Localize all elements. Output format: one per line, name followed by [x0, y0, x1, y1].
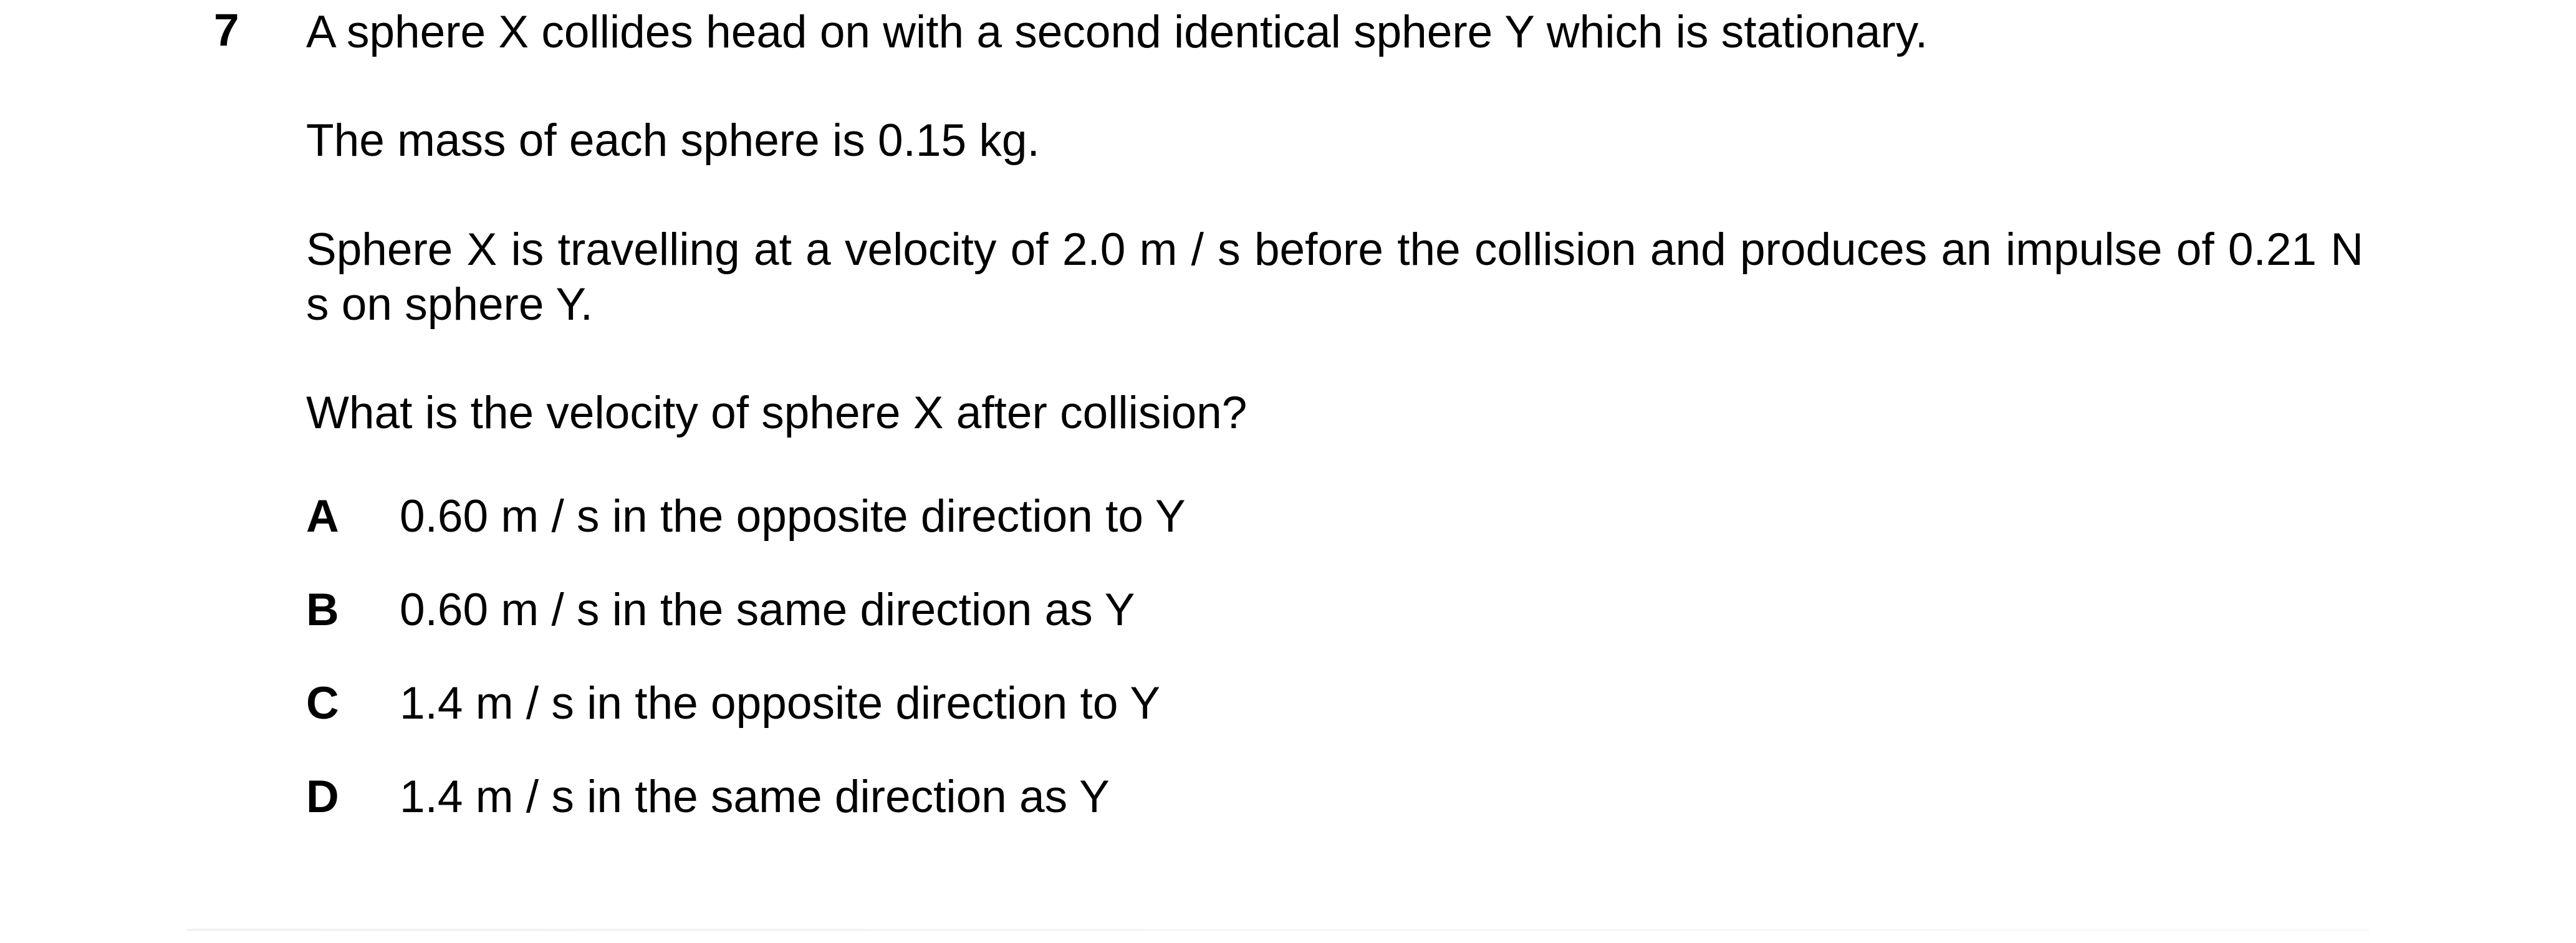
- option-b[interactable]: [306, 587, 1135, 633]
- question-number: 7: [214, 5, 239, 55]
- option-b-letter: B: [306, 585, 339, 635]
- option-a[interactable]: [306, 491, 1186, 542]
- option-d[interactable]: [306, 774, 1110, 820]
- question-prompt: What is the velocity of sphere X after collision?: [306, 388, 1247, 438]
- option-c[interactable]: [306, 678, 1161, 729]
- question-statement: A sphere X collides head on with a second identical sphere Y which is stationary.: [306, 7, 1928, 57]
- option-d-text: 1.4 m / s in the same direction as Y: [400, 772, 1110, 822]
- option-b-text: 0.60 m / s in the same direction as Y: [400, 585, 1135, 635]
- option-c-text: 1.4 m / s in the opposite direction to Y: [400, 678, 1161, 729]
- velocity-impulse-statement: Sphere X is travelling at a velocity of 2.0 m / s before the collision and produces an impulse of 0.21 N s on sphere Y.: [306, 224, 2363, 330]
- option-d-letter: D: [306, 772, 339, 822]
- option-a-text: 0.60 m / s in the opposite direction to Y: [400, 491, 1186, 542]
- mass-statement: The mass of each sphere is 0.15 kg.: [306, 115, 1040, 166]
- option-c-letter: C: [306, 678, 339, 729]
- option-a-letter: A: [306, 491, 339, 542]
- cropped-next-line: [187, 929, 2369, 931]
